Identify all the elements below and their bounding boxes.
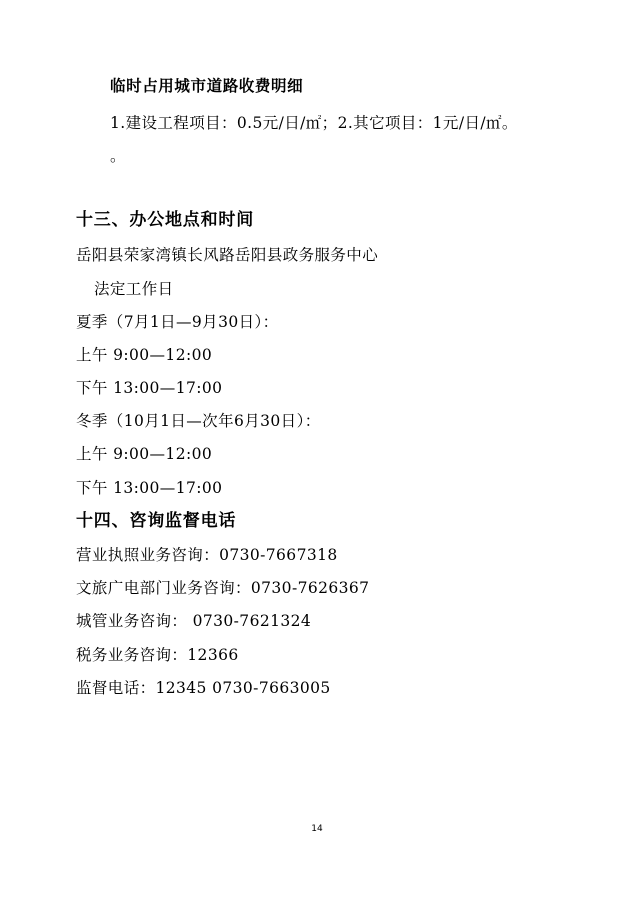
summer-season: 夏季（7月1日—9月30日）： <box>76 313 279 331</box>
winter-afternoon-hours: 下午 13:00—17:00 <box>76 479 223 497</box>
summer-morning-hours: 上午 9:00—12:00 <box>76 346 213 364</box>
fee-detail-line-2: 。 <box>110 147 126 165</box>
section-13-heading: 十三、办公地点和时间 <box>76 210 254 230</box>
winter-season: 冬季（10月1日—次年6月30日）： <box>76 412 321 430</box>
tax-consult-phone: 税务业务咨询：12366 <box>76 646 239 664</box>
supervision-phone: 监督电话：12345 0730-7663005 <box>76 679 331 697</box>
office-address: 岳阳县荣家湾镇长风路岳阳县政务服务中心 <box>76 246 379 264</box>
license-consult-phone: 营业执照业务咨询：0730-7667318 <box>76 546 338 564</box>
page-number: 14 <box>311 824 323 834</box>
fee-detail-line-1: 1.建设工程项目：0.5元/日/㎡；2.其它项目：1元/日/㎡。 <box>110 114 518 132</box>
fee-detail-title: 临时占用城市道路收费明细 <box>110 77 304 95</box>
workday-label: 法定工作日 <box>94 280 174 298</box>
urban-management-consult-phone: 城管业务咨询： 0730-7621324 <box>76 612 312 630</box>
culture-consult-phone: 文旅广电部门业务咨询：0730-7626367 <box>76 579 370 597</box>
summer-afternoon-hours: 下午 13:00—17:00 <box>76 379 223 397</box>
section-14-heading: 十四、咨询监督电话 <box>76 511 237 531</box>
winter-morning-hours: 上午 9:00—12:00 <box>76 445 213 463</box>
